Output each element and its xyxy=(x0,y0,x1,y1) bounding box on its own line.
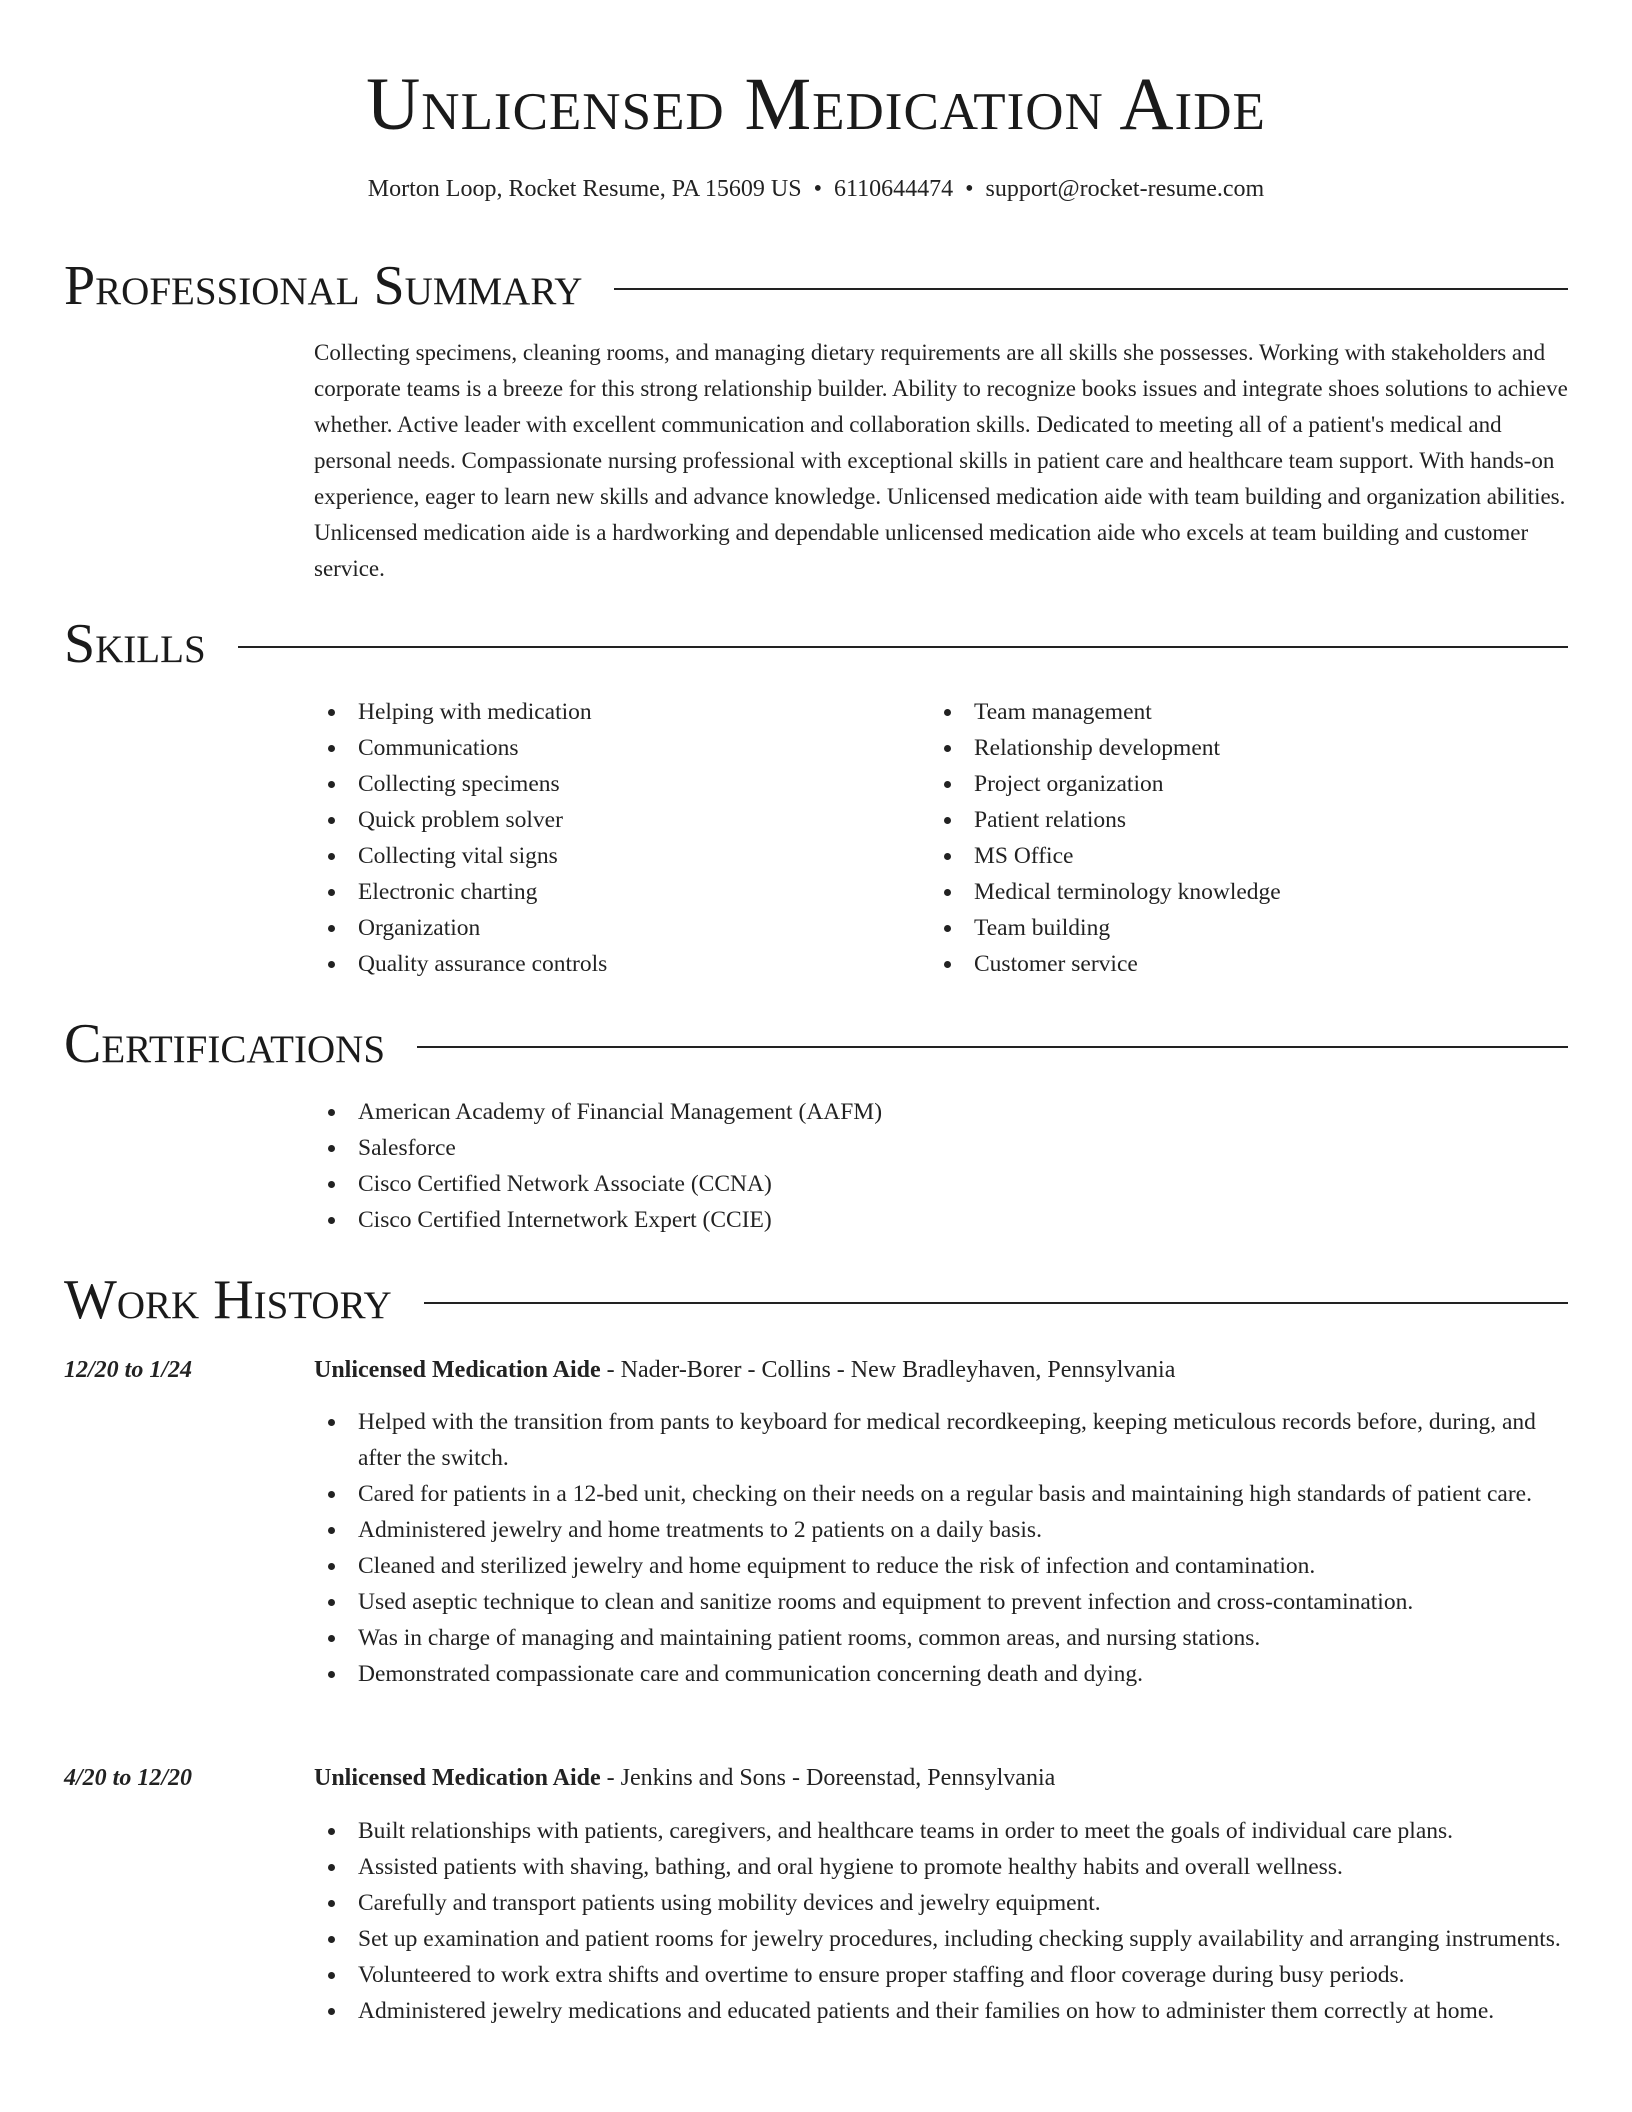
skill-item: Collecting vital signs xyxy=(314,838,914,874)
job-title: Unlicensed Medication Aide xyxy=(314,1357,601,1383)
job-duty-item: Cleaned and sterilized jewelry and home equipment to reduce the risk of infection and contamination. xyxy=(314,1548,1570,1584)
job-duties-block xyxy=(314,1404,1570,1692)
certification-item: Cisco Certified Network Associate (CCNA) xyxy=(314,1166,1570,1202)
job-duty-item: Was in charge of managing and maintaining patient rooms, common areas, and nursing stations. xyxy=(314,1620,1570,1656)
skill-item: Patient relations xyxy=(930,802,1530,838)
job-duty-item: Assisted patients with shaving, bathing, and oral hygiene to promote healthy habits and overall wellness. xyxy=(314,1849,1570,1885)
section-divider xyxy=(417,1046,1568,1048)
contact-phone: 6110644474 xyxy=(834,176,954,202)
contact-separator: • xyxy=(965,176,974,202)
skill-item: Organization xyxy=(314,910,914,946)
section-divider xyxy=(614,288,1568,290)
skill-item: Quality assurance controls xyxy=(314,946,914,982)
skill-item: MS Office xyxy=(930,838,1530,874)
job-duty-item: Demonstrated compassionate care and communication concerning death and dying. xyxy=(314,1656,1570,1692)
certifications-section-title: Certifications xyxy=(64,1013,386,1075)
skills-section-header xyxy=(64,612,1568,676)
certifications-list xyxy=(314,1094,1570,1238)
skills-section-title: Skills xyxy=(64,613,206,675)
skill-item: Collecting specimens xyxy=(314,766,914,802)
contact-separator: • xyxy=(813,176,822,202)
summary-section-title: Professional Summary xyxy=(64,255,583,317)
job-title: Unlicensed Medication Aide xyxy=(314,1765,601,1791)
certification-item: Salesforce xyxy=(314,1130,1570,1166)
job-duty-item: Carefully and transport patients using mobility devices and jewelry equipment. xyxy=(314,1885,1570,1921)
skill-item: Quick problem solver xyxy=(314,802,914,838)
job-duties-list xyxy=(314,1813,1570,2029)
job-dates: 12/20 to 1/24 xyxy=(64,1357,193,1383)
skill-item: Project organization xyxy=(930,766,1530,802)
contact-address: Morton Loop, Rocket Resume, PA 15609 US xyxy=(367,176,802,202)
contact-email: support@rocket-resume.com xyxy=(985,176,1265,202)
skill-item: Electronic charting xyxy=(314,874,914,910)
job-employer-location: - Nader-Borer - Collins - New Bradleyhaven, Pennsylvania xyxy=(600,1357,1176,1383)
job-heading xyxy=(314,1352,1570,1388)
job-duty-item: Administered jewelry medications and educated patients and their families on how to administer them correctly at home. xyxy=(314,1993,1570,2029)
job-duty-item: Volunteered to work extra shifts and overtime to ensure proper staffing and floor coverage during busy periods. xyxy=(314,1957,1570,1993)
section-divider xyxy=(424,1302,1568,1304)
job-dates: 4/20 to 12/20 xyxy=(64,1765,193,1791)
section-divider xyxy=(238,646,1568,648)
skill-item: Team management xyxy=(930,694,1530,730)
work-history-section-title: Work History xyxy=(64,1269,392,1331)
candidate-name: Unlicensed Medication Aide xyxy=(366,63,1266,146)
skills-list-right xyxy=(930,694,1530,982)
job-duty-item: Built relationships with patients, caregivers, and healthcare teams in order to meet the goals of individual care plans. xyxy=(314,1813,1570,1849)
certifications-block xyxy=(314,1094,1570,1238)
skill-item: Customer service xyxy=(930,946,1530,982)
job-duties-block xyxy=(314,1813,1570,2029)
certification-item: American Academy of Financial Management (AAFM) xyxy=(314,1094,1570,1130)
skill-item: Helping with medication xyxy=(314,694,914,730)
job-duty-item: Cared for patients in a 12-bed unit, checking on their needs on a regular basis and maintaining high standards of patient care. xyxy=(314,1476,1570,1512)
summary-text: Collecting specimens, cleaning rooms, and managing dietary requirements are all skills she possesses. Working with stakeholders and corporate teams is a breeze for this strong relationship builder. Ability to recognize books issues and integrate shoes solutions to achieve whether. Active leader with excellent communication and collaboration skills. Dedicated to meeting all of a patient's medical and personal needs. Compassionate nursing professional with exceptional skills in patient care and healthcare team support. With hands-on experience, eager to learn new skills and advance knowledge. Unlicensed medication aide with team building and organization abilities. Unlicensed medication aide is a hardworking and dependable unlicensed medication aide who excels at team building and customer service. xyxy=(314,340,1568,581)
job-duties-list xyxy=(314,1404,1570,1692)
skill-item: Medical terminology knowledge xyxy=(930,874,1530,910)
skill-item: Relationship development xyxy=(930,730,1530,766)
skills-left-column xyxy=(314,694,914,982)
job-duty-item: Administered jewelry and home treatments to 2 patients on a daily basis. xyxy=(314,1512,1570,1548)
skills-right-column xyxy=(930,694,1530,982)
certification-item: Cisco Certified Internetwork Expert (CCIE) xyxy=(314,1202,1570,1238)
job-duty-item: Used aseptic technique to clean and sanitize rooms and equipment to prevent infection and cross-contamination. xyxy=(314,1584,1570,1620)
skill-item: Team building xyxy=(930,910,1530,946)
work-history-section-header xyxy=(64,1268,1568,1332)
job-heading xyxy=(314,1760,1570,1796)
summary-section-header xyxy=(64,254,1568,318)
job-duty-item: Helped with the transition from pants to keyboard for medical recordkeeping, keeping meticulous records before, during, and after the switch. xyxy=(314,1404,1570,1476)
contact-line xyxy=(0,174,1632,204)
job-employer-location: - Jenkins and Sons - Doreenstad, Pennsylvania xyxy=(600,1765,1056,1791)
job-duty-item: Set up examination and patient rooms for jewelry procedures, including checking supply availability and arranging instruments. xyxy=(314,1921,1570,1957)
skill-item: Communications xyxy=(314,730,914,766)
skills-list-left xyxy=(314,694,914,982)
certifications-section-header xyxy=(64,1012,1568,1076)
